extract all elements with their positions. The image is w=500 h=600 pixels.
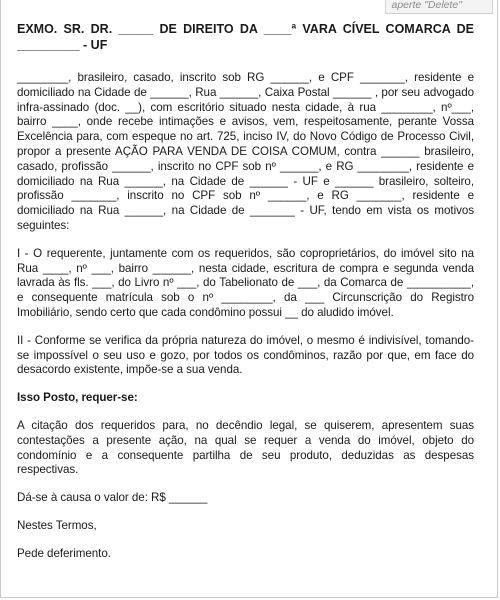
- document-body: [17, 21, 474, 575]
- delete-hint: aperte "Delete": [385, 0, 494, 14]
- request-grant-line: Pede deferimento.: [17, 546, 111, 560]
- case-value-line: Dá-se à causa o valor de: R$ ______: [17, 491, 208, 505]
- closing-line: Nestes Termos,: [17, 518, 97, 532]
- document-heading: EXMO. SR. DR. _____ DE DIREITO DA ____ª VARA CÍVEL COMARCA DE _________ - UF: [17, 22, 474, 52]
- requests-paragraph: A citação dos requeridos para, no decêndio legal, se quiserem, apresentem suas contestações a presente ação, na qual se requer a venda do imóvel, objeto do condomínio e a consequente partilha de seu produto, deduzidas as despesas respectivas.: [17, 418, 474, 477]
- section-two-paragraph: II - Conforme se verifica da própria natureza do imóvel, o mesmo é indivisível, tomando-se impossível o seu uso e gozo, por todos os condôminos, razão por que, em face do desacordo existente, impõe-se a sua venda.: [17, 333, 474, 377]
- section-one-paragraph: I - O requerente, juntamente com os requeridos, são coproprietários, do imóvel sito na Rua ____, nº ___, bairro ______, nesta cidade, escritura de compra e segunda venda lavrada às fls. ___, do Livro nº ___, do Tabelionato de ___, da Comarca de __________, e consequente matrícula sob o nº ________, da ___ Circunscrição do Registro Imobiliário, sendo certo que cada condômino possui __ do aludido imóvel.: [17, 246, 474, 319]
- intro-paragraph: ________, brasileiro, casado, inscrito sob RG ______, e CPF _______, residente e domiciliado na Cidade de ______, Rua ______, Caixa Postal ______ , por seu advogado infra-assinado (doc. __), com escritório situado nesta cidade, à rua ________, nº___, bairro ____, onde recebe intimações e avisos, vem, respeitosamente, perante Vossa Excelência para, com espeque no art. 725, inciso IV, do Novo Código de Processo Civil, propor a presente AÇÃO PARA VENDA DE COISA COMUM, contra ______ brasileiro, casado, profissão ______, inscrito no CPF sob nº ______, e RG ________, residente e domiciliado na Rua ______, na Cidade de ______ - UF e ______ brasileiro, solteiro, profissão _______, inscrito no CPF sob nº ______, e RG _______, residente e domiciliado na Rua ______, na Cidade de _______ - UF, tendo em vista os motivos seguintes:: [17, 71, 474, 232]
- requests-heading: Isso Posto, requer-se:: [17, 391, 138, 405]
